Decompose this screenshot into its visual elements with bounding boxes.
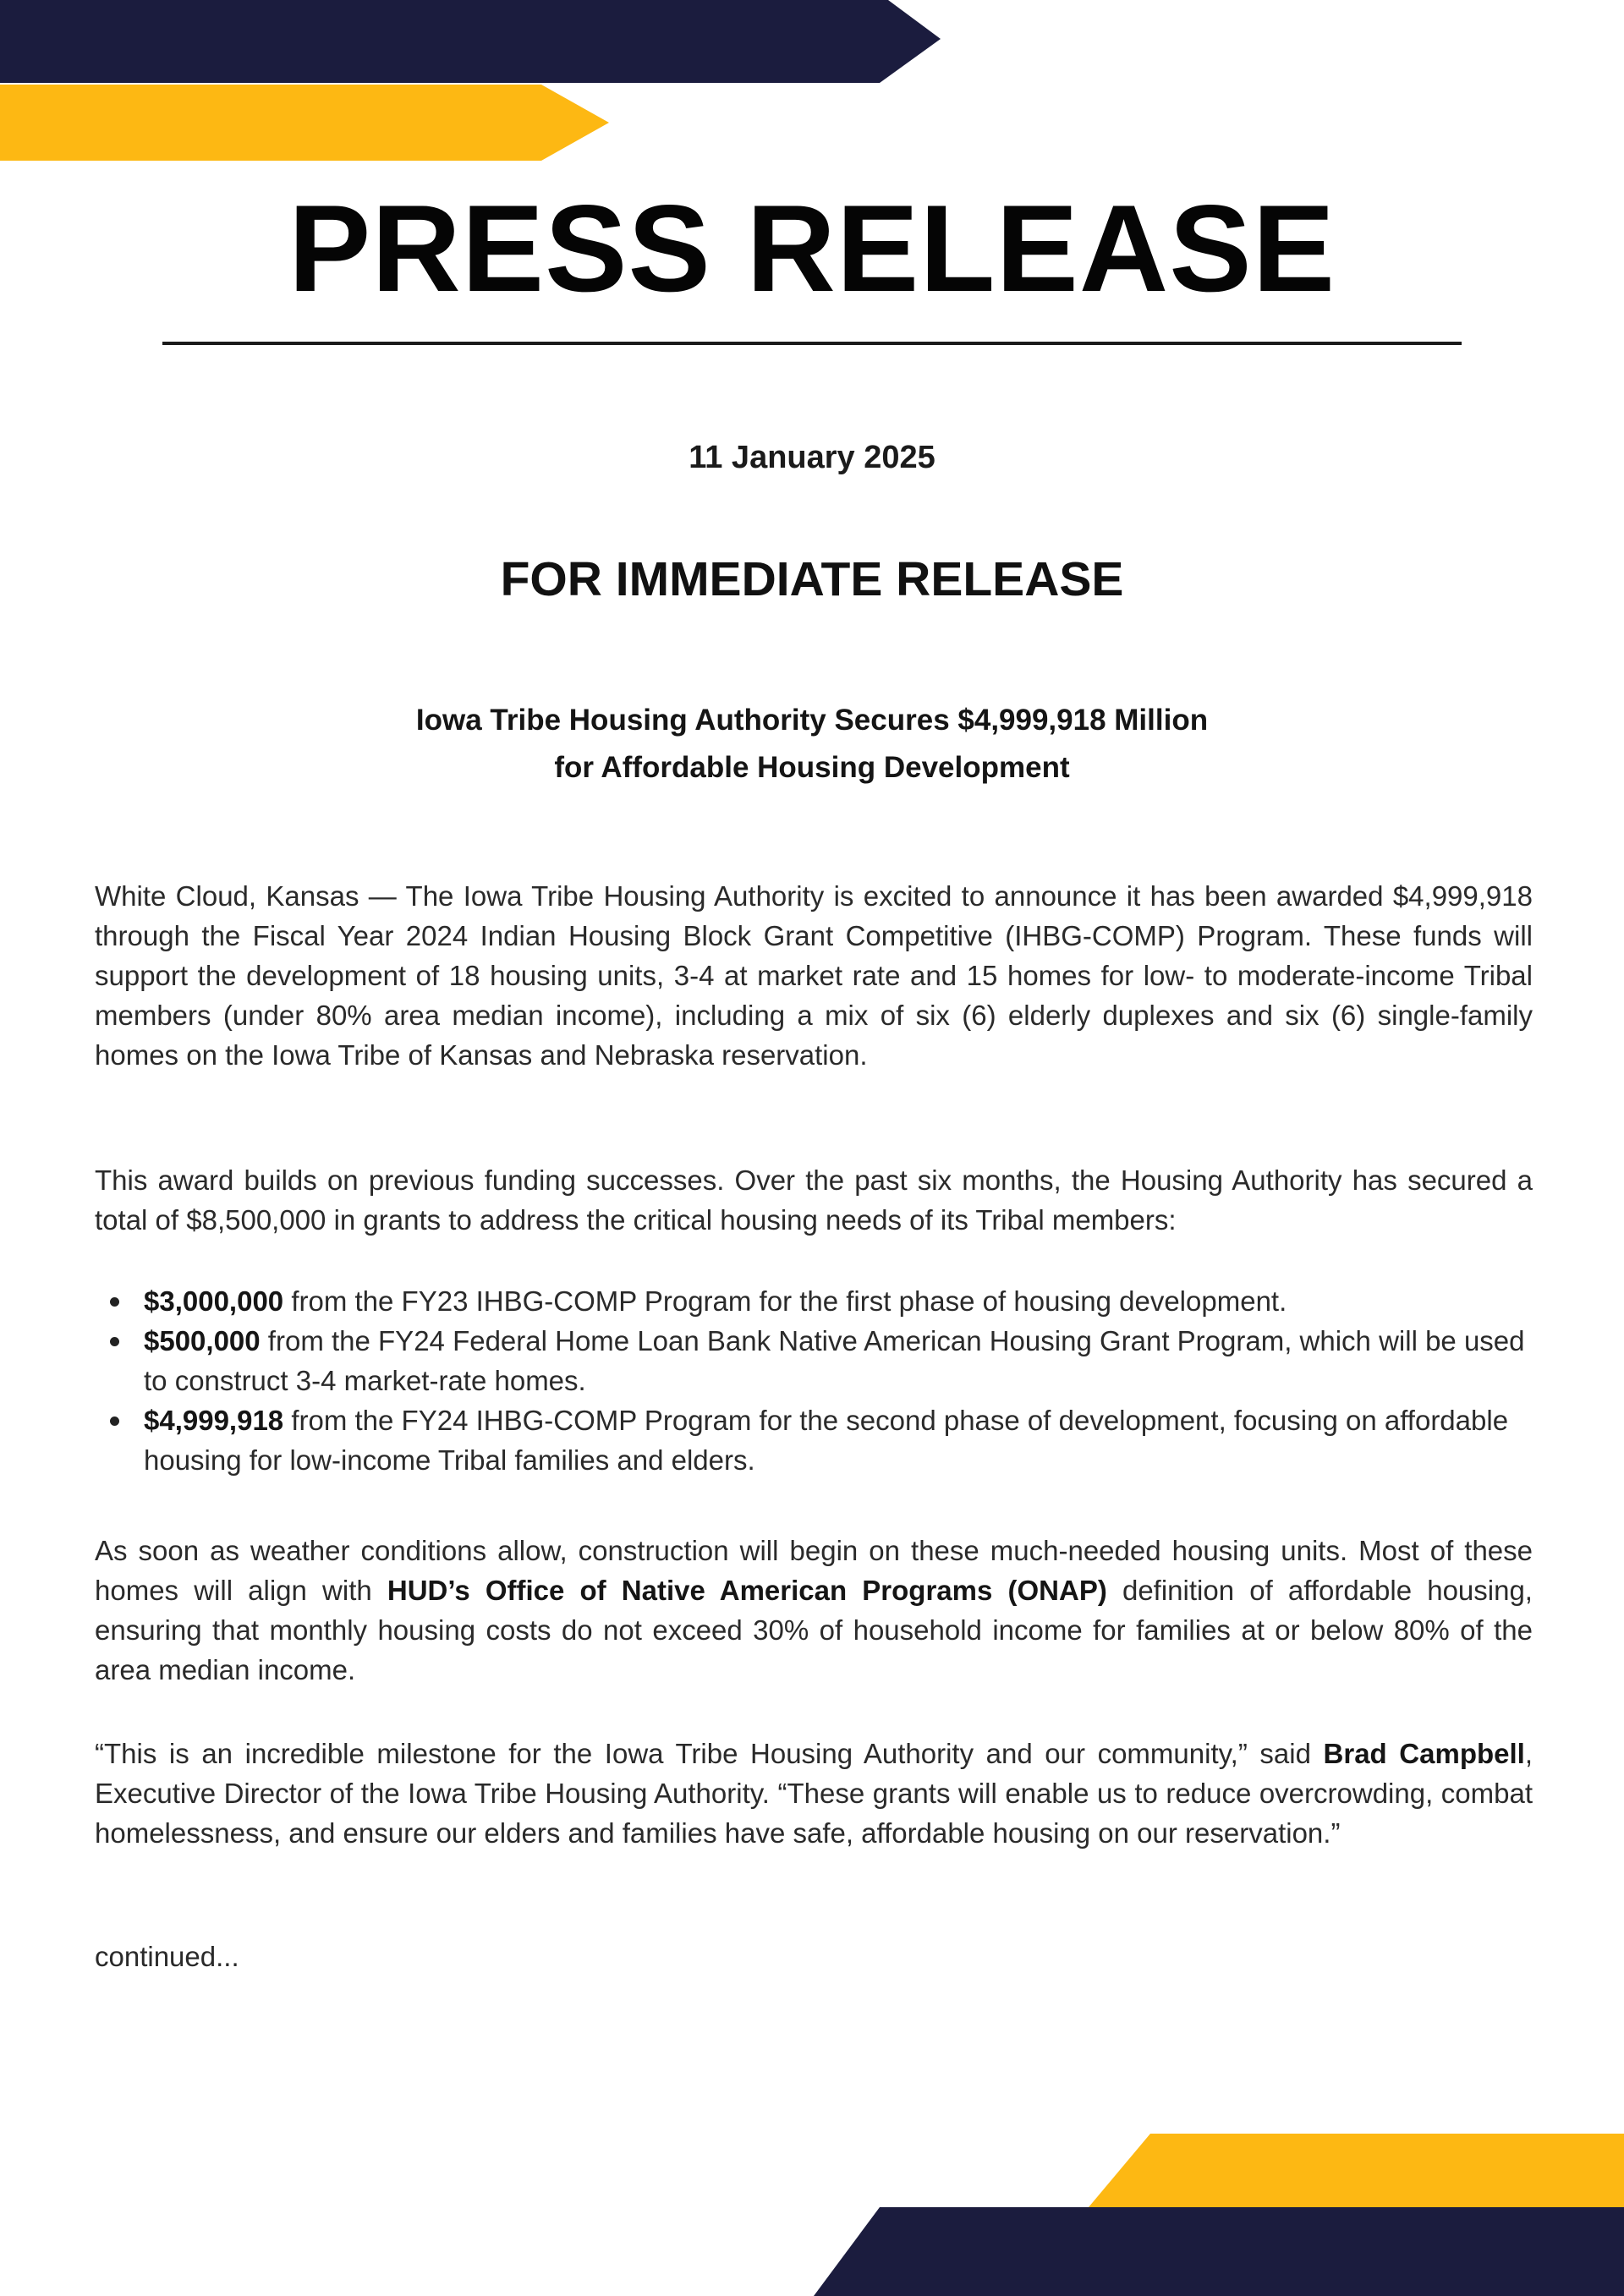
release-type: FOR IMMEDIATE RELEASE (500, 552, 1124, 606)
list-item (95, 1400, 1533, 1480)
grant-description: from the FY23 IHBG-COMP Program for the first phase of housing development. (283, 1285, 1287, 1317)
onap-reference: HUD’s Office of Native American Programs (ONAP) (387, 1575, 1107, 1606)
quote-text: “This is an incredible milestone for the Iowa Tribe Housing Authority and our community,” said (95, 1738, 1324, 1769)
speaker-name: Brad Campbell (1323, 1738, 1525, 1769)
paragraph-funding-history: This award builds on previous funding successes. Over the past six months, the Housing Authority has secured a total of $8,500,000 in grants to address the critical housing needs of its Tribal members: (95, 1164, 1533, 1236)
list-item (95, 1281, 1533, 1321)
paragraph-award: White Cloud, Kansas — The Iowa Tribe Housing Authority is excited to announce it has been awarded $4,999,918 through the Fiscal Year 2024 Indian Housing Block Grant Competitive (IHBG-COMP) Program. These funds will support the development of 18 housing units, 3-4 at market rate and 15 homes for low- to moderate-income Tribal members (under 80% area median income), including a mix of six (6) elderly duplexes and six (6) single-family homes on the Iowa Tribe of Kansas and Nebraska reservation. (95, 880, 1533, 1071)
release-date: 11 January 2025 (689, 440, 935, 475)
grant-amount: $4,999,918 (144, 1405, 284, 1436)
bullet-icon (110, 1337, 119, 1346)
headline-line-2: for Affordable Housing Development (554, 751, 1070, 784)
funding-list (95, 1281, 1533, 1480)
construction-text-continued: definition of affordable housing, ensuring that monthly housing costs do not exceed 30% of household income for families at or below 80% of the area median income. (95, 1575, 1533, 1685)
bottom-gold-banner (1089, 2134, 1624, 2207)
list-item (95, 1321, 1533, 1400)
paragraph-quote (95, 1734, 1533, 1853)
grant-amount: $3,000,000 (144, 1285, 284, 1317)
headline (0, 697, 1624, 792)
top-navy-arrow-banner (0, 0, 941, 83)
quote-text-continued: , Executive Director of the Iowa Tribe Housing Authority. “These grants will enable us to reduce overcrowding, combat homelessness, and ensure our elders and families have safe, affordable housing on our reservation.” (95, 1738, 1533, 1849)
grant-description: from the FY24 Federal Home Loan Bank Native American Housing Grant Program, which will be used to construct 3-4 market-rate homes. (144, 1325, 1525, 1396)
paragraph-construction (95, 1531, 1533, 1690)
page-title: PRESS RELEASE (288, 179, 1336, 317)
title-divider (162, 342, 1462, 345)
grant-amount: $500,000 (144, 1325, 261, 1356)
bullet-icon (110, 1417, 119, 1426)
bottom-navy-banner (814, 2207, 1624, 2296)
continued-note: continued... (95, 1941, 239, 1972)
grant-description: from the FY24 IHBG-COMP Program for the second phase of development, focusing on affordable housing for low-income Tribal families and elders. (144, 1405, 1509, 1476)
headline-line-1: Iowa Tribe Housing Authority Secures $4,999,918 Million (415, 704, 1209, 737)
bullet-icon (110, 1297, 119, 1307)
construction-text: As soon as weather conditions allow, construction will begin on these much-needed housing units. Most of these homes will align with (95, 1535, 1533, 1606)
top-gold-arrow-banner (0, 85, 609, 161)
